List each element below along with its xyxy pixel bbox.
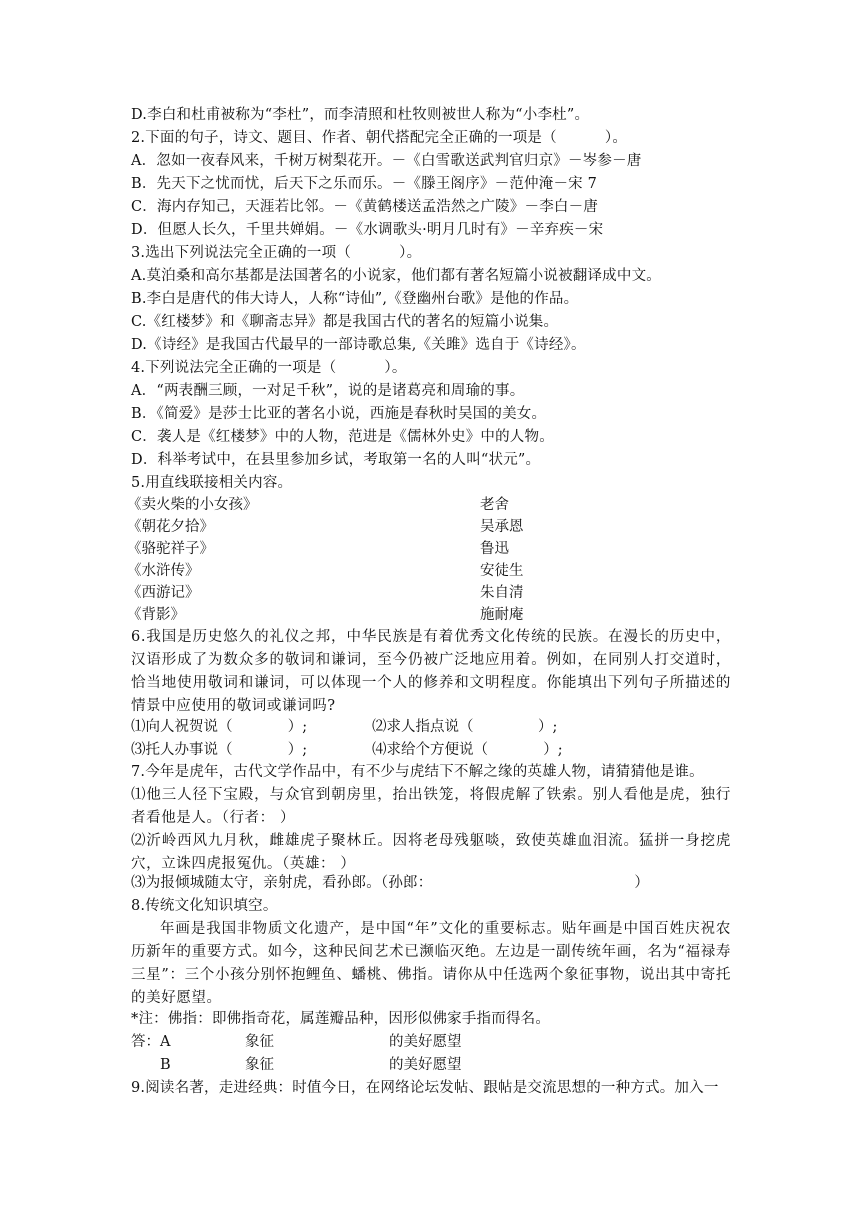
answer-row-a [131, 1031, 731, 1053]
match-book: 《朝花夕拾》 [127, 519, 214, 535]
q4-option-c: C．袭人是《红楼梦》中的人物，范进是《儒林外史》中的人物。 [131, 429, 554, 445]
q3-title: 3.选出下列说法完全正确的一项（ ）。 [131, 245, 422, 261]
match-book: 《西游记》 [127, 585, 200, 601]
q6-blank-4: ⑷求给个方便说（ ）; [372, 742, 563, 758]
match-book: 《骆驼祥子》 [127, 541, 214, 557]
q7-item-1: ⑴他三人径下宝殿，与众官到朝房里，抬出铁笼，将假虎解了铁索。别人看他是虎，独行者看他是人。（行者： ） [131, 787, 731, 826]
answer-row-b [131, 1054, 731, 1076]
q9-text: 9.阅读名著，走进经典：时值今日，在网络论坛发帖、跟帖是交流思想的一种方式。加入一 [131, 1080, 719, 1096]
match-author: 朱自清 [480, 585, 524, 601]
answer-a-wish: 的美好愿望 [389, 1034, 462, 1050]
q4-title: 4.下列说法完全正确的一项是（ ）。 [131, 360, 407, 376]
q3-option-c: C.《红楼梦》和《聊斋志异》都是我国古代的著名的短篇小说集。 [131, 314, 559, 330]
q4-option-d: D．科举考试中，在县里参加乡试，考取第一名的人叫“状元”。 [131, 452, 541, 468]
match-author: 施耐庵 [480, 607, 524, 623]
q2-option-a: A．忽如一夜春风来，千树万树梨花开。－《白雪歌送武判官归京》－岑参－唐 [131, 153, 642, 169]
match-row [127, 538, 731, 560]
match-row [127, 560, 731, 582]
answer-b-wish: 的美好愿望 [389, 1057, 462, 1073]
q2-option-d: D．但愿人长久，千里共婵娟。－《水调歌头·明月几时有》－辛弃疾－宋 [131, 222, 604, 238]
q6-blank-1: ⑴向人祝贺说（ ）; [131, 719, 308, 735]
q8-title: 8.传统文化知识填空。 [131, 898, 278, 914]
match-author: 老舍 [480, 497, 509, 513]
q7-item-3: ⑶为报倾城随太守，亲射虎，看孙郎。（孙郎： ） [131, 875, 650, 891]
match-book: 《水浒传》 [127, 563, 200, 579]
answer-a-symbol: 象征 [245, 1034, 274, 1050]
q7-title: 7.今年是虎年，古代文学作品中，有不少与虎结下不解之缘的英雄人物，请猜猜他是谁。 [131, 764, 704, 780]
q6-row [131, 716, 731, 738]
q3-option-a: A.莫泊桑和高尔基都是法国著名的小说家，他们都有著名短篇小说被翻译成中文。 [131, 268, 661, 284]
match-row [127, 516, 731, 538]
q3-option-d: D.《诗经》是我国古代最早的一部诗歌总集,《关雎》选自于《诗经》。 [131, 337, 586, 353]
answer-b-symbol: 象征 [245, 1057, 274, 1073]
match-author: 鲁迅 [480, 541, 509, 557]
match-author: 安徒生 [480, 563, 524, 579]
answer-a-label: 答：A [131, 1034, 171, 1050]
q8-paragraph: 年画是我国非物质文化遗产，是中国“年”文化的重要标志。贴年画是中国百姓庆祝农历新年的重要方式。如今，这种民间艺术已濒临灭绝。左边是一副传统年画，名为“福禄寿三星”：三个小孩分别怀抱鲤鱼、蟠桃、佛指。请你从中任选两个象征事物，说出其中寄托的美好愿望。 [131, 921, 731, 1006]
q4-option-b: B．《简爱》是莎士比亚的著名小说，西施是春秋时吴国的美女。 [131, 406, 547, 422]
q2-option-c: C．海内存知己，天涯若比邻。－《黄鹤楼送孟浩然之广陵》－李白－唐 [131, 199, 598, 215]
q2-option-b: B．先天下之忧而忧，后天下之乐而乐。－《滕王阁序》－范仲淹－宋 7 [131, 176, 598, 192]
match-row [127, 604, 731, 626]
q6-row [131, 739, 731, 761]
match-book: 《卖火柴的小女孩》 [127, 497, 258, 513]
q1-option-d: D.李白和杜甫被称为“李杜”，而李清照和杜牧则被世人称为“小李杜”。 [131, 107, 590, 123]
q6-blank-2: ⑵求人指点说（ ）; [372, 719, 558, 735]
q3-option-b: B.李白是唐代的伟大诗人，人称“诗仙”,《登幽州台歌》是他的作品。 [131, 291, 579, 307]
q4-option-a: A．“两表酬三顾，一对足千秋”，说的是诸葛亮和周瑜的事。 [131, 383, 525, 399]
q8-note: *注：佛指：即佛指奇花，属莲瓣品种，因形似佛家手指而得名。 [131, 1011, 551, 1027]
q6-blank-3: ⑶托人办事说（ ）; [131, 742, 308, 758]
q7-item-2: ⑵沂岭西风九月秋，雌雄虎子聚林丘。因将老母残躯啖，致使英雄血泪流。猛拼一身挖虎穴，立诛四虎报冤仇。（英雄： ） [131, 833, 731, 872]
match-book: 《背影》 [127, 607, 185, 623]
answer-b-label: B [160, 1057, 171, 1073]
match-row [127, 582, 731, 604]
match-row [127, 494, 731, 516]
q2-title: 2.下面的句子，诗文、题目、作者、朝代搭配完全正确的一项是（ ）。 [131, 130, 628, 146]
q6-text: 6.我国是历史悠久的礼仪之邦，中华民族是有着优秀文化传统的民族。在漫长的历史中，汉语形成了为数众多的敬词和谦词，至今仍被广泛地应用着。例如，在同别人打交道时，恰当地使用敬词和谦词，可以体现一个人的修养和文明程度。你能填出下列句子所描述的情景中应使用的敬词或谦词吗? [131, 629, 731, 714]
match-author: 吴承恩 [480, 519, 524, 535]
q5-title: 5.用直线联接相关内容。 [131, 475, 293, 491]
